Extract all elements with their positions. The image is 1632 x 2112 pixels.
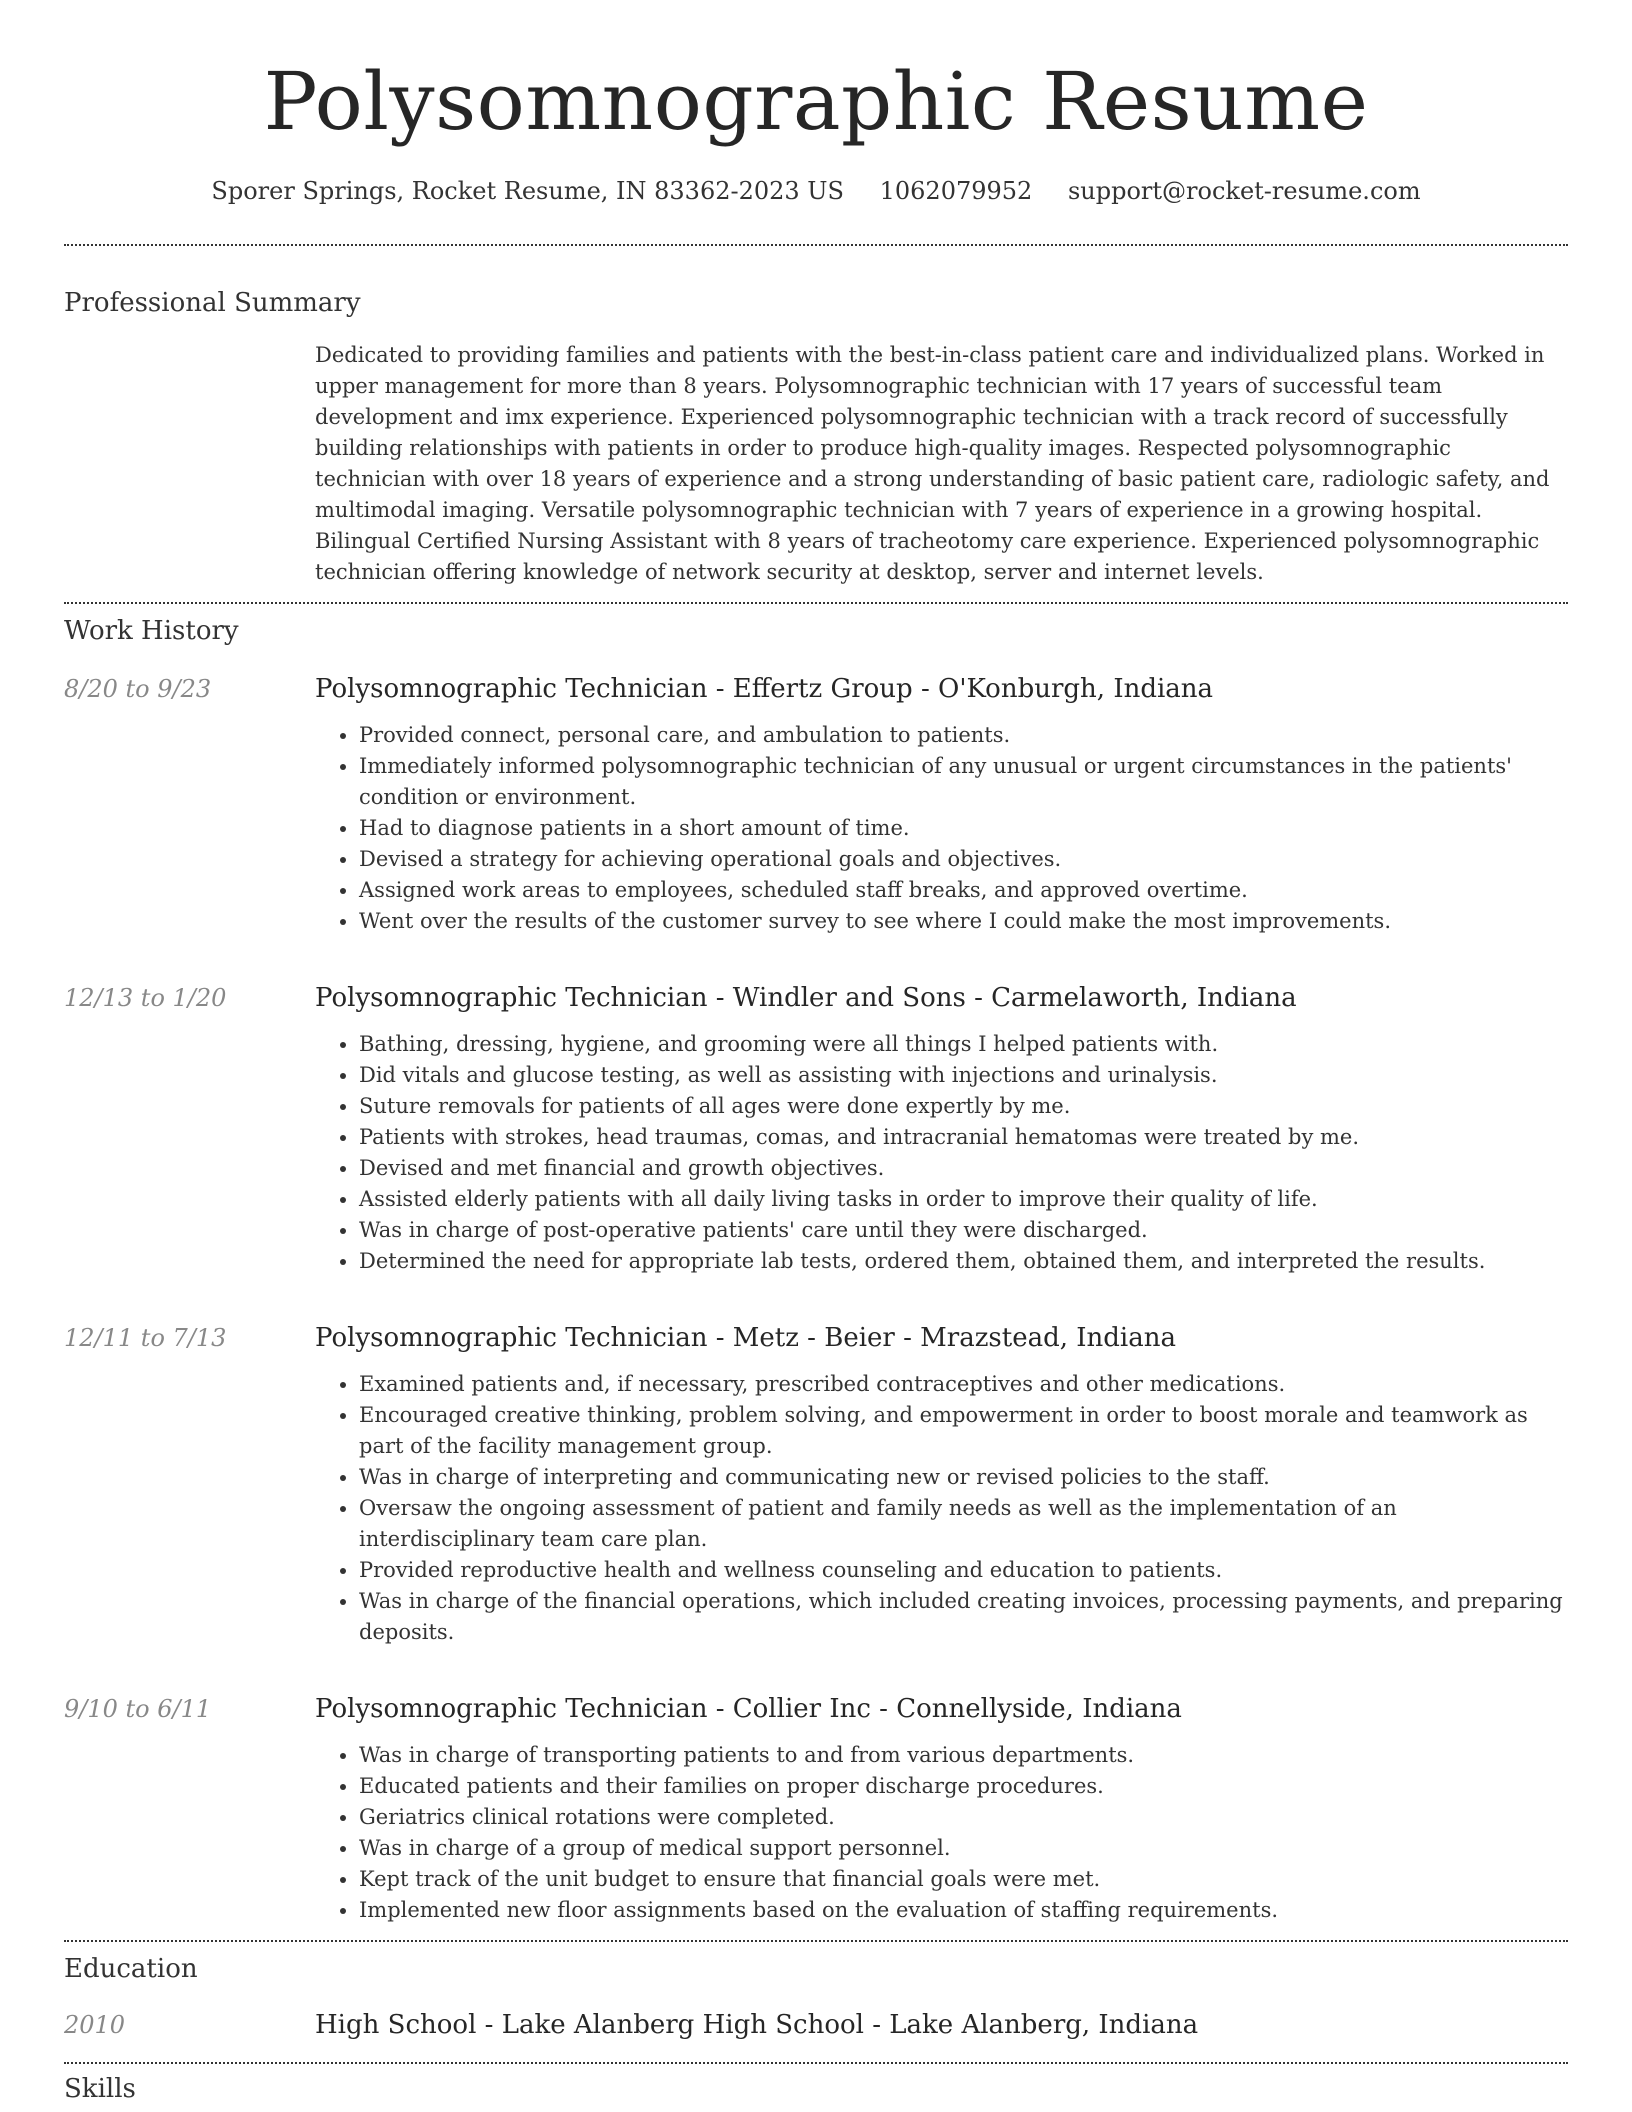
list-item: • Bathing, dressing, hygiene, and grooming were all things I helped patients with. (359, 1029, 1568, 1060)
job-date: 12/13 to 1/20 (64, 984, 227, 1012)
contact-line (64, 174, 1568, 208)
education-heading: Education (64, 1954, 198, 1984)
list-item: • Provided reproductive health and wellness counseling and education to patients. (359, 1555, 1568, 1586)
contact-address: Sporer Springs, Rocket Resume, IN 83362-2023 US (211, 177, 844, 205)
list-item: • Examined patients and, if necessary, prescribed contraceptives and other medications. (359, 1369, 1568, 1400)
skills-section (64, 2072, 1568, 2106)
job-entry (64, 981, 1568, 1277)
contact-email: support@rocket-resume.com (1067, 177, 1421, 205)
job-date: 12/11 to 7/13 (64, 1324, 227, 1352)
list-item: • Was in charge of transporting patients to and from various departments. (359, 1740, 1568, 1771)
list-item: • Geriatrics clinical rotations were completed. (359, 1802, 1568, 1833)
work-history-heading: Work History (64, 616, 239, 646)
work-history-section (64, 614, 1568, 1926)
list-item: • Patients with strokes, head traumas, comas, and intracranial hematomas were treated by me. (359, 1122, 1568, 1153)
job-date: 8/20 to 9/23 (64, 675, 212, 703)
job-title: Polysomnographic Technician - Metz - Beier - Mrazstead, Indiana (315, 1323, 1176, 1353)
list-item: • Determined the need for appropriate lab tests, ordered them, obtained them, and interpreted the results. (359, 1246, 1568, 1277)
list-item: • Provided connect, personal care, and ambulation to patients. (359, 720, 1568, 751)
job-entry (64, 1692, 1568, 1926)
summary-section (64, 286, 1568, 588)
job-date: 9/10 to 6/11 (64, 1695, 212, 1723)
list-item: • Kept track of the unit budget to ensure that financial goals were met. (359, 1864, 1568, 1895)
list-item: • Encouraged creative thinking, problem solving, and empowerment in order to boost morale and teamwork as part of the facility management group. (359, 1400, 1568, 1462)
list-item: • Did vitals and glucose testing, as well as assisting with injections and urinalysis. (359, 1060, 1568, 1091)
resume-title: Polysomnographic Resume (263, 55, 1369, 148)
summary-text: Dedicated to providing families and patients with the best-in-class patient care and individualized plans. Worked in upper management for more than 8 years. Polysomnographic technician with 17 years of successful team development and imx experience. Experienced polysomnographic technician with a track record of successfully building relationships with patients in order to produce high-quality images. Respected polysomnographic technician with over 18 years of experience and a strong understanding of basic patient care, radiologic safety, and multimodal imaging. Versatile polysomnographic technician with 7 years of experience in a growing hospital. Bilingual Certified Nursing Assistant with 8 years of tracheotomy care experience. Experienced polysomnographic technician offering knowledge of network security at desktop, server and internet levels. (315, 343, 1550, 584)
list-item: • Went over the results of the customer survey to see where I could make the most improvements. (359, 906, 1568, 937)
list-item: • Was in charge of post-operative patients' care until they were discharged. (359, 1215, 1568, 1246)
list-item: • Immediately informed polysomnographic technician of any unusual or urgent circumstances in the patients' condition or environment. (359, 751, 1568, 813)
section-divider (64, 2062, 1568, 2064)
job-entry (64, 1321, 1568, 1648)
education-section (64, 1952, 1568, 2042)
skills-heading: Skills (64, 2074, 136, 2104)
job-title: Polysomnographic Technician - Effertz Group - O'Konburgh, Indiana (315, 674, 1214, 704)
contact-phone: 1062079952 (879, 177, 1033, 205)
list-item: • Suture removals for patients of all ages were done expertly by me. (359, 1091, 1568, 1122)
list-item: • Was in charge of the financial operations, which included creating invoices, processing payments, and preparing deposits. (359, 1586, 1568, 1648)
section-divider (64, 244, 1568, 246)
section-divider (64, 602, 1568, 604)
list-item: • Devised and met financial and growth objectives. (359, 1153, 1568, 1184)
job-bullets (315, 1029, 1568, 1277)
list-item: • Oversaw the ongoing assessment of patient and family needs as well as the implementation of an interdisciplinary team care plan. (359, 1493, 1568, 1555)
list-item: • Was in charge of interpreting and communicating new or revised policies to the staff. (359, 1462, 1568, 1493)
resume-header (64, 0, 1568, 208)
job-entry (64, 672, 1568, 937)
list-item: • Assisted elderly patients with all daily living tasks in order to improve their quality of life. (359, 1184, 1568, 1215)
section-divider (64, 1940, 1568, 1942)
job-title: Polysomnographic Technician - Collier Inc - Connellyside, Indiana (315, 1694, 1182, 1724)
list-item: • Educated patients and their families on proper discharge procedures. (359, 1771, 1568, 1802)
list-item: • Had to diagnose patients in a short amount of time. (359, 813, 1568, 844)
job-bullets (315, 1369, 1568, 1648)
education-entry: High School - Lake Alanberg High School - Lake Alanberg, Indiana (315, 2010, 1199, 2040)
education-date: 2010 (64, 2011, 126, 2039)
job-title: Polysomnographic Technician - Windler and Sons - Carmelaworth, Indiana (315, 983, 1297, 1013)
job-bullets (315, 720, 1568, 937)
list-item: • Assigned work areas to employees, scheduled staff breaks, and approved overtime. (359, 875, 1568, 906)
job-bullets (315, 1740, 1568, 1926)
summary-heading: Professional Summary (64, 288, 361, 318)
list-item: • Implemented new floor assignments based on the evaluation of staffing requirements. (359, 1895, 1568, 1926)
list-item: • Was in charge of a group of medical support personnel. (359, 1833, 1568, 1864)
list-item: • Devised a strategy for achieving operational goals and objectives. (359, 844, 1568, 875)
